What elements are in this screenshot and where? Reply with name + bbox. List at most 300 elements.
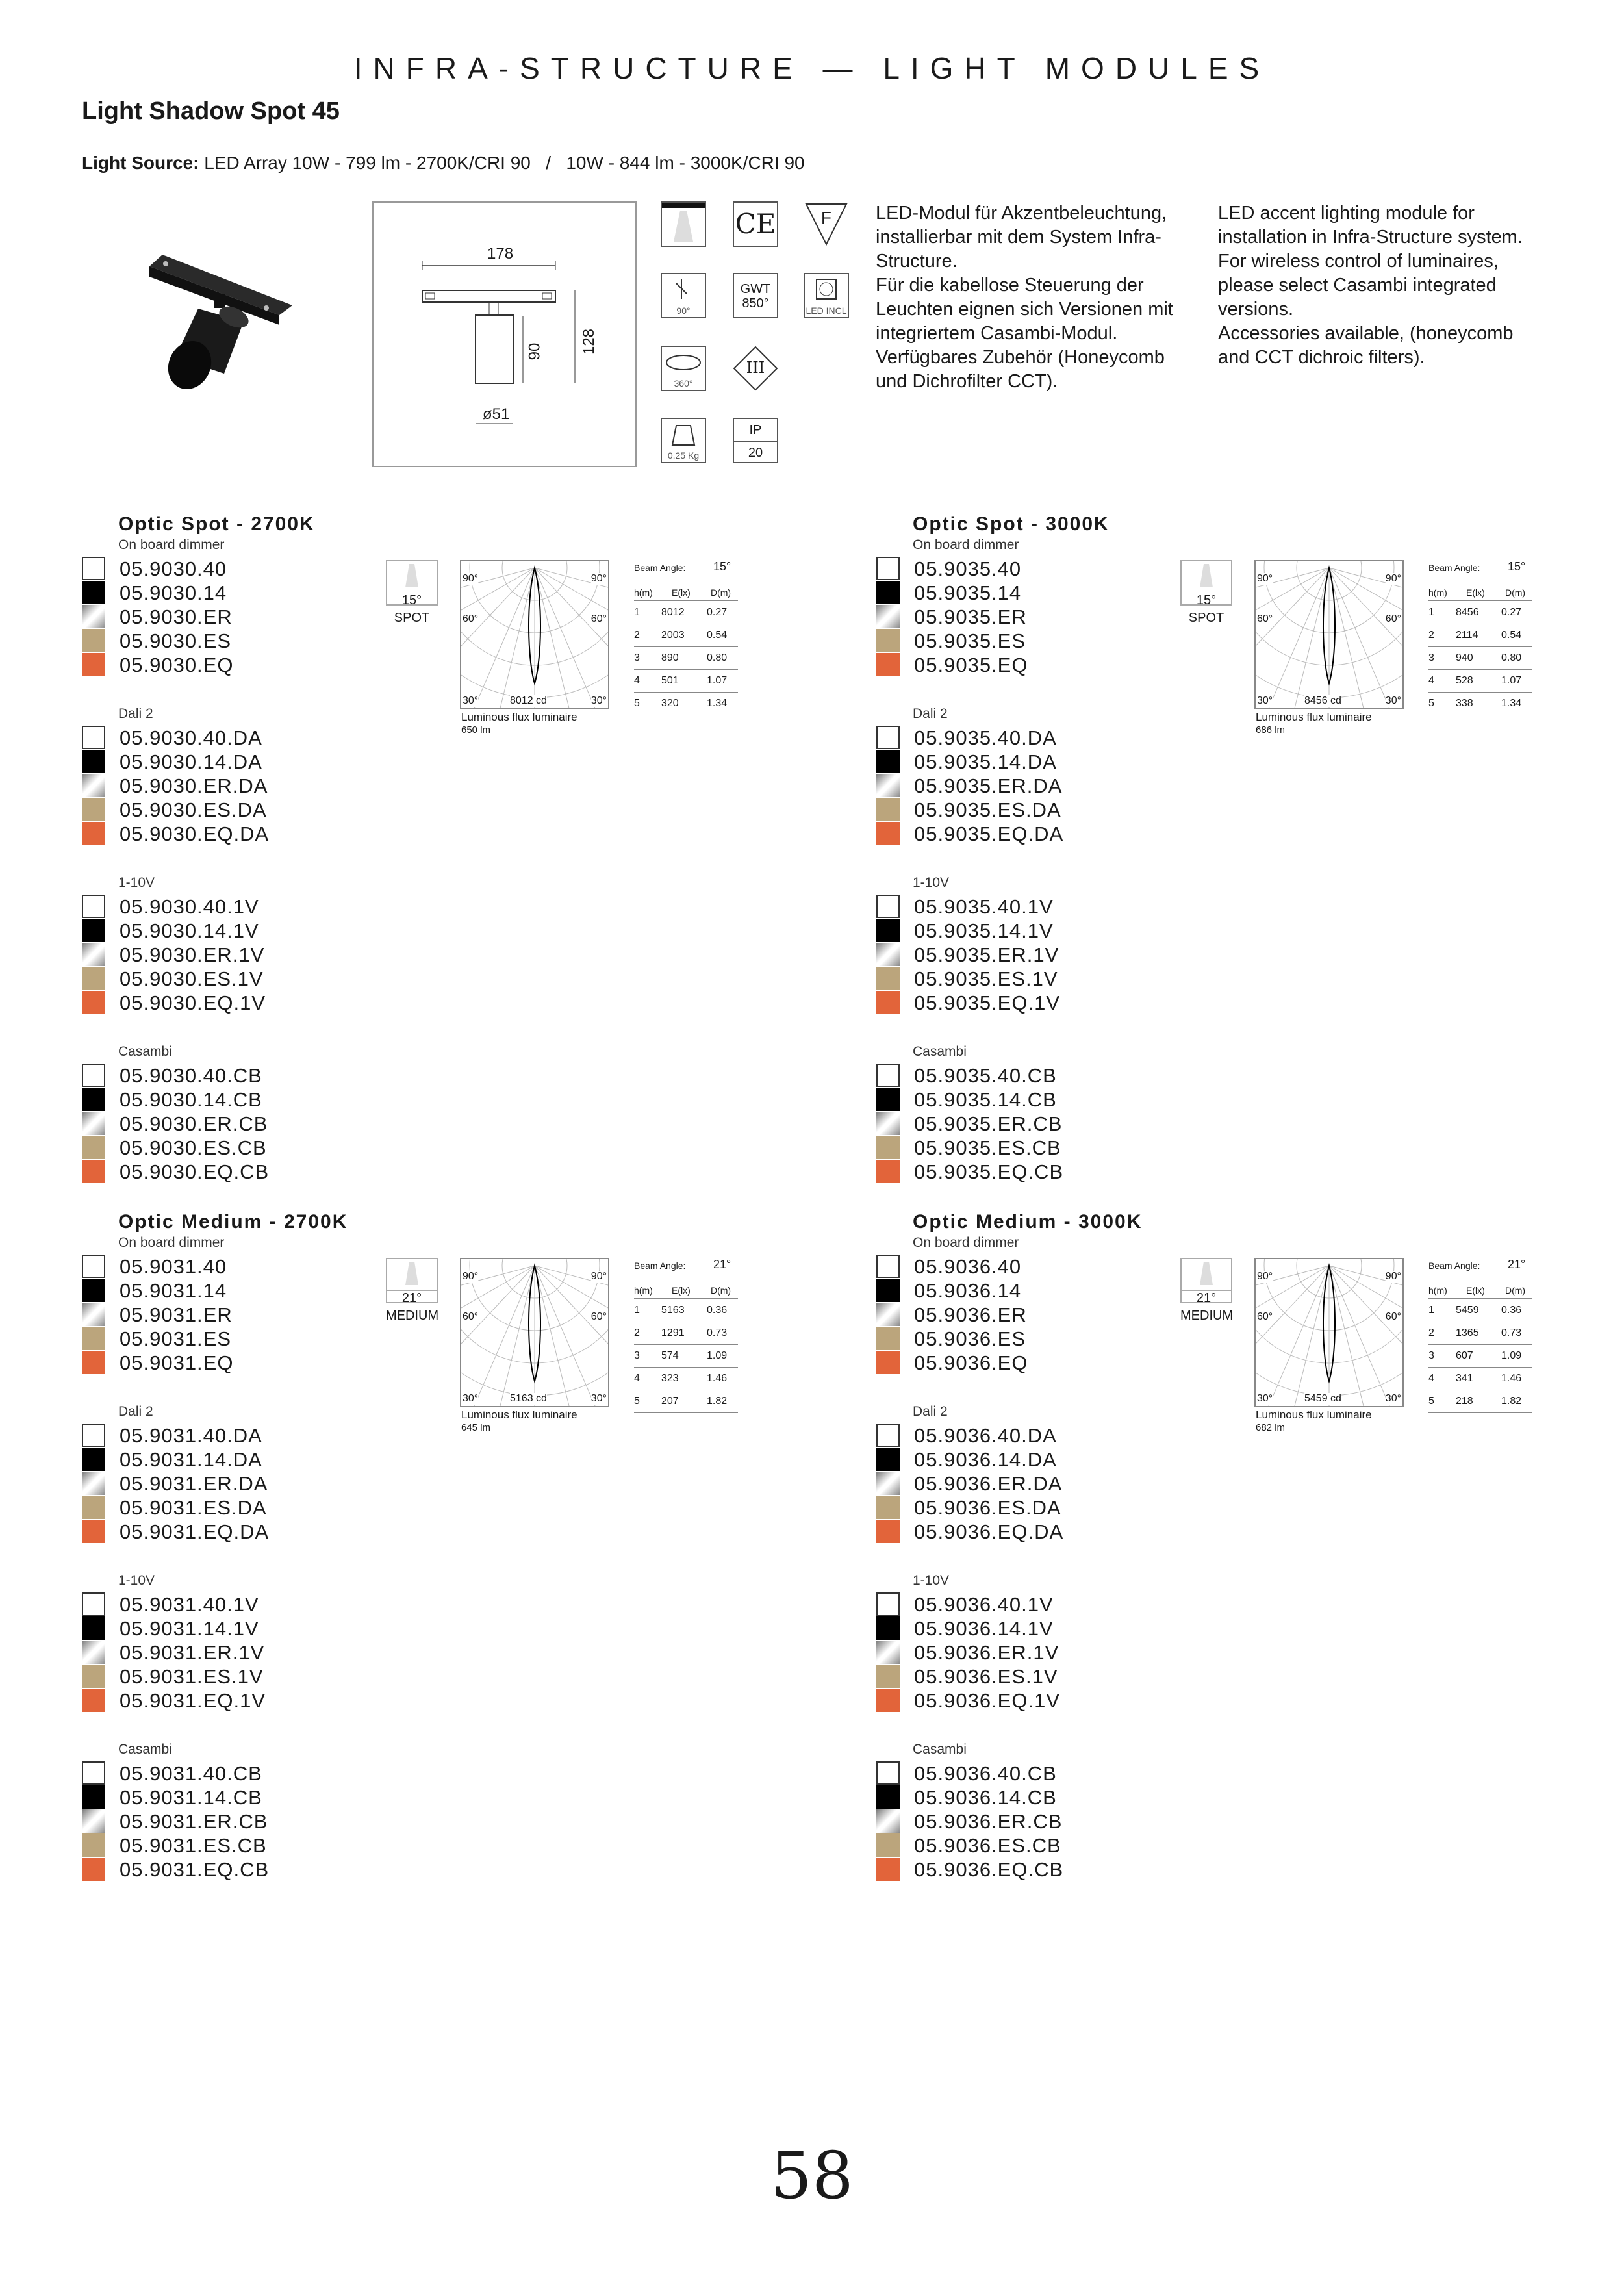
- color-swatch: [82, 1616, 105, 1640]
- ip-label: IP: [734, 419, 777, 442]
- table-cell: 2003: [661, 630, 685, 641]
- color-swatch: [876, 1689, 900, 1712]
- article-code: 05.9030.EQ.1V: [120, 991, 266, 1014]
- table-header-rule: [1428, 1298, 1532, 1299]
- photometric-table: [1428, 1260, 1539, 1416]
- article-row: [876, 1520, 1201, 1544]
- article-row: [876, 1351, 1201, 1375]
- weight-icon: [661, 418, 706, 463]
- table-cell: 4: [634, 1373, 640, 1384]
- polar-angle-label: 60°: [1385, 1311, 1401, 1322]
- table-row: [1428, 672, 1532, 693]
- article-row: [82, 943, 407, 967]
- article-code: 05.9036.ER.DA: [914, 1472, 1063, 1495]
- color-swatch: [876, 1858, 900, 1881]
- color-swatch: [876, 1472, 900, 1495]
- color-swatch: [876, 1351, 900, 1374]
- polar-angle-label: 30°: [463, 695, 479, 706]
- article-code: 05.9030.ES.DA: [120, 798, 267, 821]
- color-swatch: [876, 1592, 900, 1616]
- table-cell: 0.73: [707, 1327, 728, 1338]
- table-cell: 3: [634, 1350, 640, 1361]
- photometric-table: [1428, 560, 1539, 719]
- product-section: [82, 1211, 796, 1880]
- article-code: 05.9036.EQ.CB: [914, 1858, 1064, 1881]
- polar-angle-label: 60°: [1385, 613, 1401, 624]
- table-header: D(m): [1505, 587, 1526, 598]
- beam-angle-caption: Beam Angle:: [634, 1260, 686, 1271]
- color-swatch: [876, 1303, 900, 1326]
- product-section: [82, 513, 796, 1182]
- article-code: 05.9036.40.CB: [914, 1762, 1057, 1785]
- color-swatch: [82, 605, 105, 628]
- color-swatch: [876, 1136, 900, 1159]
- polar-diagram: [460, 1258, 609, 1407]
- color-swatch: [876, 1665, 900, 1688]
- color-swatch: [876, 750, 900, 773]
- color-swatch: [82, 991, 105, 1014]
- article-code: 05.9036.EQ.1V: [914, 1689, 1060, 1712]
- color-swatch: [876, 774, 900, 797]
- article-code: 05.9035.ER.1V: [914, 943, 1059, 966]
- article-row: [876, 798, 1201, 822]
- article-row: [82, 1160, 407, 1184]
- article-code: 05.9031.40.DA: [120, 1424, 262, 1447]
- article-code: 05.9035.ER.CB: [914, 1112, 1063, 1135]
- article-code: 05.9036.14.CB: [914, 1786, 1057, 1809]
- article-row: [876, 1064, 1201, 1088]
- article-code: 05.9036.ER.CB: [914, 1810, 1063, 1833]
- color-swatch: [82, 943, 105, 966]
- article-row: [82, 1520, 407, 1544]
- article-row: [876, 629, 1201, 653]
- dim-diameter: ø51: [483, 405, 510, 423]
- table-cell: 0.80: [707, 652, 728, 663]
- article-code: 05.9031.ES: [120, 1327, 232, 1350]
- color-swatch: [82, 581, 105, 604]
- photometric-table: [634, 1260, 744, 1416]
- color-swatch: [82, 1833, 105, 1857]
- table-cell: 1.46: [707, 1373, 728, 1384]
- color-swatch: [876, 1112, 900, 1135]
- table-cell: 940: [1456, 652, 1473, 663]
- table-header: D(m): [711, 1285, 731, 1296]
- color-swatch: [876, 919, 900, 942]
- table-cell: 3: [634, 652, 640, 663]
- color-swatch: [876, 1279, 900, 1302]
- color-swatch: [82, 822, 105, 845]
- article-code: 05.9035.ES.1V: [914, 967, 1058, 990]
- group-label: 1-10V: [913, 1573, 950, 1588]
- table-cell: 607: [1456, 1350, 1473, 1361]
- article-row: [876, 991, 1201, 1015]
- table-cell: 5: [1428, 698, 1434, 709]
- color-swatch: [876, 822, 900, 845]
- group-label: 1-10V: [118, 875, 155, 890]
- article-row: [82, 919, 407, 943]
- class-iii-label: III: [746, 359, 765, 377]
- color-swatch: [82, 1160, 105, 1183]
- flux-label: Luminous flux luminaire: [461, 1409, 577, 1421]
- table-cell: 8012: [661, 607, 685, 618]
- table-header: E(lx): [672, 587, 691, 598]
- article-code: 05.9030.14.DA: [120, 750, 262, 773]
- table-header: E(lx): [672, 1285, 691, 1296]
- article-code: 05.9036.ES.CB: [914, 1834, 1061, 1857]
- table-row: [634, 650, 738, 670]
- flux-value: 650 lm: [461, 724, 491, 735]
- article-row: [876, 1833, 1201, 1858]
- article-code: 05.9035.ES: [914, 630, 1026, 652]
- group-label: Casambi: [118, 1742, 172, 1757]
- article-row: [876, 919, 1201, 943]
- article-code: 05.9035.14: [914, 581, 1022, 604]
- color-swatch: [876, 991, 900, 1014]
- polar-diagram: [1254, 560, 1404, 709]
- article-row: [82, 1424, 407, 1448]
- color-swatch: [876, 967, 900, 990]
- color-swatch: [876, 605, 900, 628]
- article-code: 05.9036.ES.DA: [914, 1496, 1061, 1519]
- color-swatch: [876, 557, 900, 580]
- light-source-value: LED Array 10W - 799 lm - 2700K/CRI 90 / 10W - 844 lm - 3000K/CRI 90: [204, 153, 805, 173]
- beam-angle-value: 21°: [1508, 1258, 1526, 1271]
- beam-type-label: SPOT: [394, 611, 430, 625]
- article-code: 05.9035.40.DA: [914, 726, 1057, 749]
- article-code: 05.9036.EQ: [914, 1351, 1028, 1374]
- article-row: [876, 1327, 1201, 1351]
- table-cell: 8456: [1456, 607, 1479, 618]
- color-swatch: [82, 967, 105, 990]
- flux-label: Luminous flux luminaire: [1256, 711, 1372, 723]
- color-swatch: [82, 1520, 105, 1543]
- table-cell: 574: [661, 1350, 679, 1361]
- article-row: [876, 1448, 1201, 1472]
- table-header: D(m): [1505, 1285, 1526, 1296]
- rotation-icon: [661, 346, 706, 391]
- article-code: 05.9035.ES.DA: [914, 798, 1061, 821]
- color-swatch: [82, 1785, 105, 1809]
- article-row: [876, 1424, 1201, 1448]
- led-incl-icon: [804, 273, 849, 318]
- article-code: 05.9036.ES.1V: [914, 1665, 1058, 1688]
- table-row: [634, 672, 738, 693]
- article-row: [876, 774, 1201, 798]
- beam-type-label: MEDIUM: [386, 1309, 439, 1323]
- table-header: h(m): [634, 587, 653, 598]
- polar-angle-label: 60°: [590, 613, 607, 624]
- article-code: 05.9030.ES.1V: [120, 967, 264, 990]
- article-row: [876, 750, 1201, 774]
- product-photo: [136, 240, 305, 390]
- table-row: [634, 604, 738, 624]
- color-swatch: [876, 1424, 900, 1447]
- color-swatch: [876, 1833, 900, 1857]
- flux-value: 682 lm: [1256, 1422, 1286, 1433]
- article-code: 05.9031.40.CB: [120, 1762, 262, 1785]
- table-row: [634, 627, 738, 647]
- table-cell: 2: [1428, 630, 1434, 641]
- beam-angle-caption: Beam Angle:: [634, 563, 686, 573]
- dim-height-128: 128: [580, 328, 598, 355]
- table-cell: 0.27: [1501, 607, 1522, 618]
- article-code: 05.9030.ER.DA: [120, 774, 268, 797]
- article-code: 05.9035.40.1V: [914, 895, 1054, 918]
- light-source: [82, 153, 805, 173]
- color-swatch: [82, 1858, 105, 1881]
- color-swatch: [82, 1592, 105, 1616]
- table-cell: 5163: [661, 1305, 685, 1316]
- section-title: Optic Medium - 2700K: [118, 1211, 348, 1233]
- dim-height-90: 90: [526, 342, 544, 361]
- polar-angle-label: 90°: [590, 1271, 607, 1282]
- table-cell: 5: [1428, 1396, 1434, 1407]
- table-cell: 2: [1428, 1327, 1434, 1338]
- ce-icon: [733, 201, 778, 247]
- description-en: LED accent lighting module for installation in Infra-Structure system. For wireless control of luminaires, please select Casambi integrated versions. Accessories available, (honeycomb and CCT dichroic filters).: [1218, 203, 1523, 368]
- color-swatch: [876, 1761, 900, 1785]
- article-row: [82, 750, 407, 774]
- page-number: 58: [770, 2138, 854, 2214]
- article-code: 05.9030.ER: [120, 606, 233, 628]
- polar-angle-label: 30°: [1257, 1393, 1273, 1404]
- article-row: [876, 967, 1201, 991]
- article-code: 05.9036.ES: [914, 1327, 1026, 1350]
- article-row: [876, 726, 1201, 750]
- article-code: 05.9031.ES.DA: [120, 1496, 267, 1519]
- flux-label: Luminous flux luminaire: [1256, 1409, 1372, 1421]
- table-cell: 0.36: [1501, 1305, 1522, 1316]
- color-swatch: [82, 1351, 105, 1374]
- group-label: Dali 2: [118, 1404, 153, 1419]
- article-row: [82, 1858, 407, 1882]
- group-label: Dali 2: [118, 706, 153, 721]
- group-label: Casambi: [118, 1044, 172, 1059]
- article-row: [82, 1761, 407, 1785]
- color-swatch: [876, 943, 900, 966]
- table-cell: 0.27: [707, 607, 728, 618]
- article-row: [876, 1592, 1201, 1616]
- section-title: Optic Spot - 3000K: [913, 513, 1110, 535]
- table-cell: 323: [661, 1373, 679, 1384]
- color-swatch: [82, 750, 105, 773]
- photometric-table: [634, 560, 744, 719]
- article-code: 05.9031.ER.DA: [120, 1472, 268, 1495]
- article-row: [82, 1112, 407, 1136]
- f-mark-text: F: [821, 208, 831, 227]
- table-cell: 207: [661, 1396, 679, 1407]
- article-row: [82, 1064, 407, 1088]
- article-row: [82, 967, 407, 991]
- table-cell: 0.54: [707, 630, 728, 641]
- tilt-angle-icon: [661, 273, 706, 318]
- table-row: [1428, 1348, 1532, 1368]
- ip-rating-icon: [733, 418, 778, 463]
- article-code: 05.9030.40.1V: [120, 895, 259, 918]
- article-code: 05.9031.14.1V: [120, 1617, 259, 1640]
- table-row: [1428, 650, 1532, 670]
- article-code: 05.9030.40: [120, 557, 227, 580]
- table-cell: 218: [1456, 1396, 1473, 1407]
- table-row: [634, 1370, 738, 1390]
- polar-angle-label: 30°: [1385, 695, 1401, 706]
- article-row: [82, 726, 407, 750]
- color-swatch: [82, 774, 105, 797]
- article-code: 05.9035.14.1V: [914, 919, 1054, 942]
- table-cell: 1291: [661, 1327, 685, 1338]
- article-row: [876, 1472, 1201, 1496]
- article-row: [82, 1327, 407, 1351]
- polar-angle-label: 30°: [590, 1393, 607, 1404]
- article-row: [876, 1496, 1201, 1520]
- article-row: [876, 1665, 1201, 1689]
- article-code: 05.9030.EQ.DA: [120, 823, 270, 845]
- article-row: [876, 1303, 1201, 1327]
- color-swatch: [876, 629, 900, 652]
- color-swatch: [82, 1327, 105, 1350]
- article-code: 05.9035.EQ: [914, 654, 1028, 676]
- table-cell: 5459: [1456, 1305, 1479, 1316]
- table-cell: 528: [1456, 675, 1473, 686]
- article-row: [82, 1809, 407, 1833]
- technical-drawing: [372, 201, 637, 467]
- article-code: 05.9030.14: [120, 581, 227, 604]
- article-row: [82, 822, 407, 846]
- article-code: 05.9031.14.CB: [120, 1786, 262, 1809]
- table-cell: 1.82: [1501, 1396, 1522, 1407]
- article-row: [876, 653, 1201, 677]
- table-row: [1428, 1370, 1532, 1390]
- polar-angle-label: 60°: [1257, 1311, 1273, 1322]
- group-label: On board dimmer: [913, 1235, 1019, 1250]
- class-iii-icon: [733, 346, 778, 391]
- flux-label: Luminous flux luminaire: [461, 711, 577, 723]
- article-row: [82, 1472, 407, 1496]
- polar-angle-label: 90°: [463, 1271, 479, 1282]
- article-code: 05.9030.14.CB: [120, 1088, 262, 1111]
- color-swatch: [876, 1327, 900, 1350]
- color-swatch: [82, 1809, 105, 1833]
- article-code: 05.9031.ER.1V: [120, 1641, 265, 1664]
- color-swatch: [82, 1064, 105, 1087]
- article-row: [82, 991, 407, 1015]
- article-row: [876, 1809, 1201, 1833]
- article-row: [82, 581, 407, 605]
- polar-angle-label: 60°: [463, 613, 479, 624]
- article-row: [82, 1136, 407, 1160]
- table-cell: 4: [634, 675, 640, 686]
- article-code: 05.9035.EQ.CB: [914, 1160, 1064, 1183]
- color-swatch: [82, 1255, 105, 1278]
- beam-angle-caption: Beam Angle:: [1428, 563, 1480, 573]
- table-cell: 1.09: [707, 1350, 728, 1361]
- color-swatch: [82, 1448, 105, 1471]
- article-row: [876, 581, 1201, 605]
- track-mount-icon: [661, 201, 706, 247]
- color-swatch: [82, 1136, 105, 1159]
- article-code: 05.9031.40.1V: [120, 1593, 259, 1616]
- color-swatch: [82, 1303, 105, 1326]
- table-cell: 1.34: [707, 698, 728, 709]
- beam-type-label: SPOT: [1188, 611, 1224, 625]
- led-incl-label: LED INCL: [806, 305, 847, 316]
- table-cell: 1.82: [707, 1396, 728, 1407]
- beam-angle-label: 21°: [386, 1290, 438, 1306]
- article-code: 05.9031.ES.1V: [120, 1665, 264, 1688]
- table-header: h(m): [1428, 587, 1447, 598]
- table-row: [634, 695, 738, 715]
- article-row: [82, 1665, 407, 1689]
- color-swatch: [876, 1160, 900, 1183]
- tilt-angle-label: 90°: [676, 305, 691, 316]
- article-row: [876, 1858, 1201, 1882]
- article-code: 05.9031.14.DA: [120, 1448, 262, 1471]
- ce-text: CE: [735, 208, 776, 240]
- group-label: On board dimmer: [913, 537, 1019, 552]
- article-code: 05.9036.14: [914, 1279, 1022, 1302]
- color-swatch: [876, 1496, 900, 1519]
- table-cell: 0.36: [707, 1305, 728, 1316]
- table-cell: 4: [1428, 675, 1434, 686]
- group-label: Dali 2: [913, 1404, 948, 1419]
- table-row: [634, 1393, 738, 1413]
- article-code: 05.9036.40.DA: [914, 1424, 1057, 1447]
- color-swatch: [82, 629, 105, 652]
- polar-angle-label: 30°: [590, 695, 607, 706]
- color-swatch: [82, 919, 105, 942]
- color-swatch: [82, 798, 105, 821]
- polar-angle-label: 90°: [1385, 1271, 1401, 1282]
- table-cell: 1: [634, 1305, 640, 1316]
- color-swatch: [82, 557, 105, 580]
- article-code: 05.9031.ES.CB: [120, 1834, 267, 1857]
- color-swatch: [876, 1785, 900, 1809]
- article-code: 05.9035.EQ.1V: [914, 991, 1060, 1014]
- article-row: [876, 1112, 1201, 1136]
- table-header-rule: [634, 600, 738, 601]
- article-row: [82, 798, 407, 822]
- group-label: Dali 2: [913, 706, 948, 721]
- article-row: [876, 1689, 1201, 1713]
- article-code: 05.9036.40.1V: [914, 1593, 1054, 1616]
- article-code: 05.9030.ES: [120, 630, 232, 652]
- color-swatch: [876, 653, 900, 676]
- beam-angle-value: 15°: [1508, 560, 1526, 573]
- article-row: [82, 1448, 407, 1472]
- article-row: [876, 1279, 1201, 1303]
- article-row: [876, 605, 1201, 629]
- article-row: [82, 1496, 407, 1520]
- article-row: [82, 1689, 407, 1713]
- article-row: [82, 895, 407, 919]
- table-cell: 3: [1428, 1350, 1434, 1361]
- article-row: [82, 605, 407, 629]
- article-code: 05.9031.ER.CB: [120, 1810, 268, 1833]
- beam-type-label: MEDIUM: [1180, 1309, 1234, 1323]
- table-cell: 5: [634, 698, 640, 709]
- product-section: [876, 1211, 1591, 1880]
- article-code: 05.9035.14.DA: [914, 750, 1057, 773]
- gwt-label: GWT 850°: [740, 282, 771, 311]
- table-row: [1428, 604, 1532, 624]
- table-cell: 1.07: [707, 675, 728, 686]
- weight-label: 0,25 Kg: [667, 450, 700, 461]
- group-label: 1-10V: [118, 1573, 155, 1588]
- table-cell: 2114: [1456, 630, 1478, 641]
- polar-angle-label: 90°: [1385, 573, 1401, 584]
- polar-angle-label: 5163 cd: [510, 1393, 547, 1404]
- table-row: [634, 1302, 738, 1322]
